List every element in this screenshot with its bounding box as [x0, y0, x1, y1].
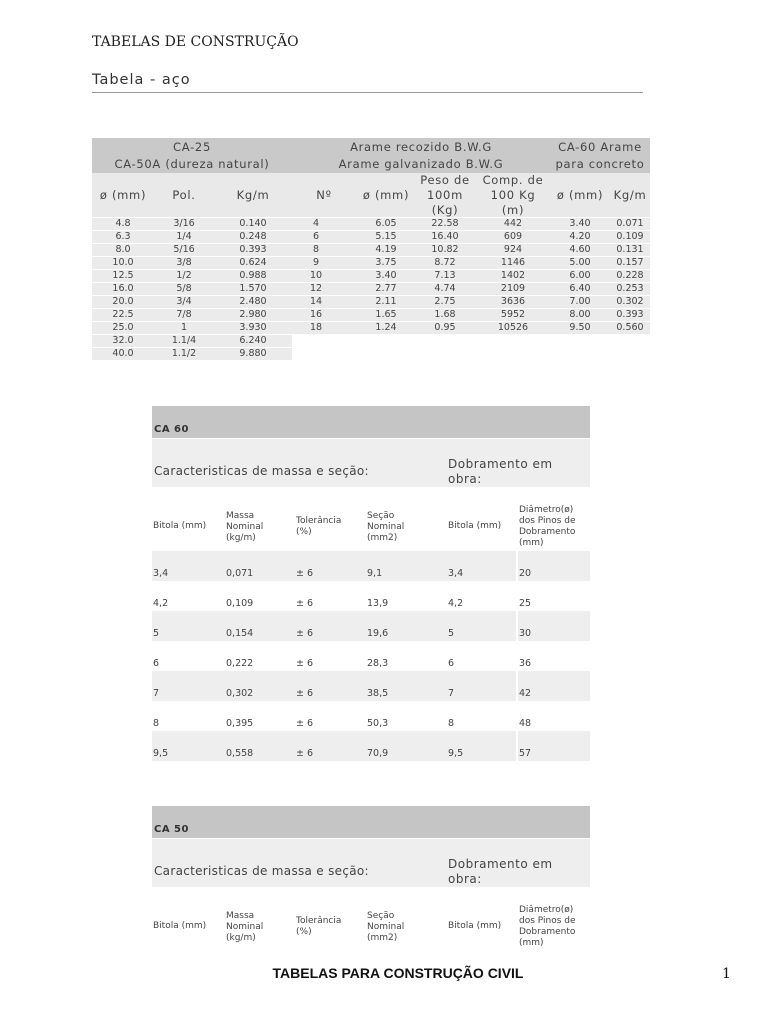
table-cell: 6 — [153, 658, 160, 669]
table-cell: 13,9 — [367, 598, 389, 609]
col-kgm3: Kg/m — [613, 188, 647, 202]
table-cell: ± 6 — [296, 568, 314, 579]
col-pol: Pol. — [172, 188, 196, 202]
steel-table-row — [92, 244, 650, 257]
arame-galvanizado-label: Arame galvanizado B.W.G — [338, 157, 504, 171]
title-divider — [92, 92, 643, 93]
table-cell: 28,3 — [367, 658, 389, 669]
table-cell: 0,154 — [226, 628, 254, 639]
table-cell: 16.40 — [431, 231, 459, 242]
table-cell: 8.0 — [115, 244, 131, 255]
table-cell: 3636 — [500, 296, 526, 307]
table-cell: 9.50 — [569, 322, 591, 333]
table-cell: 12 — [309, 283, 323, 294]
table-cell: 50,3 — [367, 718, 389, 729]
table-cell: ± 6 — [296, 718, 314, 729]
ca50-section-row — [152, 838, 590, 887]
page-footer — [0, 965, 768, 981]
table-cell: 10.0 — [112, 257, 134, 268]
ca60-group-header — [550, 138, 650, 173]
table-cell: 8.72 — [434, 257, 456, 268]
table-cell: 0,395 — [226, 718, 254, 729]
table-cell: 3/16 — [173, 218, 195, 229]
table-cell: 1402 — [500, 270, 526, 281]
table-cell: 22.5 — [112, 309, 134, 320]
steel-table-row — [92, 309, 650, 322]
steel-table-row — [92, 322, 650, 335]
table-cell: 0.131 — [616, 244, 644, 255]
table-cell: 30 — [519, 628, 532, 639]
ca60-col-massa: Massa Nominal (kg/m) — [226, 511, 264, 543]
table-cell: 4.60 — [569, 244, 591, 255]
table-cell: 0,071 — [226, 568, 254, 579]
ca25-label: CA-25 — [173, 140, 211, 154]
table-cell: 7.00 — [569, 296, 591, 307]
table-cell: 2109 — [500, 283, 526, 294]
table-cell: 8 — [153, 718, 160, 729]
table-cell: 1.24 — [375, 322, 397, 333]
table-row — [152, 551, 590, 581]
table-cell: 4.19 — [375, 244, 397, 255]
ca60-col-diametro: Diâmetro(ø) dos Pinos de Dobramento (mm) — [519, 505, 576, 548]
ca50-col-massa: Massa Nominal (kg/m) — [226, 911, 264, 943]
table-cell: 0.95 — [434, 322, 456, 333]
ca50-col-secao: Seção Nominal (mm2) — [367, 911, 405, 943]
table-cell: 9,1 — [367, 568, 383, 579]
table-cell: 5/16 — [173, 244, 195, 255]
ca50-col-bitola2: Bitola (mm) — [448, 921, 502, 931]
ca50-col-diametro: Diâmetro(ø) dos Pinos de Dobramento (mm) — [519, 905, 576, 948]
table-cell: 6.00 — [569, 270, 591, 281]
ca60-col-bitola2: Bitola (mm) — [448, 521, 502, 531]
table-cell: 38,5 — [367, 688, 389, 699]
table-cell: ± 6 — [296, 598, 314, 609]
table-cell: 1 — [180, 322, 188, 333]
table-cell: 1.1/4 — [171, 335, 197, 346]
table-cell: 25 — [519, 598, 532, 609]
table-cell: 0.248 — [239, 231, 267, 242]
col-diam: ø (mm) — [99, 188, 147, 202]
table-cell: 36 — [519, 658, 532, 669]
ca60-rows — [152, 551, 590, 761]
table-cell: 4,2 — [153, 598, 169, 609]
table-cell: 25.0 — [112, 322, 134, 333]
table-cell: 0,558 — [226, 748, 254, 759]
steel-table-row — [92, 257, 650, 270]
table-cell: 10526 — [497, 322, 529, 333]
table-cell: 3/4 — [176, 296, 192, 307]
table-cell: 6.05 — [375, 218, 397, 229]
table-cell: 5.00 — [569, 257, 591, 268]
col-comp: Comp. de 100 Kg (m) — [482, 173, 544, 217]
ca60-col-secao: Seção Nominal (mm2) — [367, 511, 405, 543]
ca50-title: CA 50 — [154, 824, 189, 835]
table-cell: 5 — [153, 628, 160, 639]
ca60-column-headers — [152, 487, 590, 551]
table-cell: 0,109 — [226, 598, 254, 609]
footer-text: TABELAS PARA CONSTRUÇÃO CIVIL — [272, 965, 524, 981]
row-background — [152, 671, 516, 701]
col-diam2: ø (mm) — [362, 188, 410, 202]
table-cell: 14 — [309, 296, 323, 307]
table-cell: 3,4 — [153, 568, 169, 579]
steel-table-row — [92, 231, 650, 244]
table-cell: 2.980 — [239, 309, 267, 320]
table-cell: 0.253 — [616, 283, 644, 294]
table-cell: 2.77 — [375, 283, 397, 294]
page-number: 1 — [722, 966, 731, 982]
table-cell: 0.228 — [616, 270, 644, 281]
col-kgm: Kg/m — [236, 188, 270, 202]
table-cell: 32.0 — [112, 335, 134, 346]
table-cell: 16.0 — [112, 283, 134, 294]
table-cell: 19,6 — [367, 628, 389, 639]
table-cell: 0.393 — [616, 309, 644, 320]
table-cell: 3,4 — [448, 568, 464, 579]
table-row — [152, 701, 590, 731]
table-cell: 1.68 — [434, 309, 456, 320]
table-cell: 6 — [312, 231, 320, 242]
table-cell: 22.58 — [431, 218, 459, 229]
ca50-col-bitola: Bitola (mm) — [153, 921, 207, 931]
steel-table-row — [92, 270, 650, 283]
table-cell: 40.0 — [112, 348, 134, 359]
table-cell: 6.40 — [569, 283, 591, 294]
ca60-section-right: Dobramento em obra: — [448, 457, 553, 486]
table-cell: 4,2 — [448, 598, 464, 609]
table-cell: 16 — [309, 309, 323, 320]
steel-table-rows — [92, 218, 650, 361]
table-cell: 0,302 — [226, 688, 254, 699]
table-cell: 20 — [519, 568, 532, 579]
table-cell: 0,222 — [226, 658, 254, 669]
table-cell: 4.74 — [434, 283, 456, 294]
table-cell: 10 — [309, 270, 323, 281]
table-cell: 0.988 — [239, 270, 267, 281]
table-cell: ± 6 — [296, 658, 314, 669]
ca50-section-right: Dobramento em obra: — [448, 857, 553, 886]
ca60-table — [152, 406, 590, 761]
table-row — [152, 731, 590, 761]
table-cell: 0.157 — [616, 257, 644, 268]
steel-table-row — [92, 218, 650, 231]
table-cell: 10.82 — [431, 244, 459, 255]
table-cell: 1.1/2 — [171, 348, 197, 359]
table-cell: 3.40 — [569, 218, 591, 229]
table-cell: 9 — [312, 257, 320, 268]
table-cell: 609 — [503, 231, 523, 242]
table-cell: 0.071 — [616, 218, 644, 229]
table-cell: 442 — [503, 218, 523, 229]
table-cell: 6.240 — [239, 335, 267, 346]
ca50-section-left: Caracteristicas de massa e seção: — [154, 864, 369, 878]
ca60-col-tolerancia: Tolerância (%) — [296, 516, 342, 537]
table-cell: ± 6 — [296, 748, 314, 759]
table-row — [152, 611, 590, 641]
table-cell: 12.5 — [112, 270, 134, 281]
arame-group-header — [292, 138, 550, 173]
table-cell: 5 — [448, 628, 455, 639]
ca50-table — [152, 806, 590, 951]
ca60-section-left: Caracteristicas de massa e seção: — [154, 464, 369, 478]
table-cell: 3/8 — [176, 257, 192, 268]
table-cell: 4.20 — [569, 231, 591, 242]
table-cell: 5.15 — [375, 231, 397, 242]
table-cell: 5952 — [500, 309, 526, 320]
table-cell: 3.75 — [375, 257, 397, 268]
arame-recozido-label: Arame recozido B.W.G — [350, 140, 492, 154]
ca25-group-header — [92, 138, 292, 173]
table-cell: 1/2 — [176, 270, 192, 281]
table-cell: 924 — [503, 244, 523, 255]
table-cell: 2.480 — [239, 296, 267, 307]
table-cell: 7 — [448, 688, 455, 699]
row-background — [152, 611, 516, 641]
table-cell: 9,5 — [448, 748, 464, 759]
table-cell: 8.00 — [569, 309, 591, 320]
document-heading: TABELAS DE CONSTRUÇÃO — [92, 34, 299, 50]
steel-table-row — [92, 283, 650, 296]
col-diam3: ø (mm) — [556, 188, 604, 202]
table-row — [152, 671, 590, 701]
table-cell: 0.302 — [616, 296, 644, 307]
table-cell: 2.75 — [434, 296, 456, 307]
table-cell: 3.930 — [239, 322, 267, 333]
table-cell: ± 6 — [296, 688, 314, 699]
ca50-column-headers — [152, 887, 590, 951]
table-cell: 8 — [312, 244, 320, 255]
table-cell: 0.109 — [616, 231, 644, 242]
col-num: Nº — [316, 188, 332, 202]
ca60-col-bitola: Bitola (mm) — [153, 521, 207, 531]
table-cell: 1146 — [500, 257, 526, 268]
table-cell: 2.11 — [375, 296, 397, 307]
table-cell: 4 — [312, 218, 320, 229]
table-cell: 57 — [519, 748, 532, 759]
table-cell: 1/4 — [176, 231, 192, 242]
ca60-arame-label: CA-60 Arame — [558, 140, 642, 154]
table-cell: 7.13 — [434, 270, 456, 281]
table-cell: 42 — [519, 688, 532, 699]
table-cell: 3.40 — [375, 270, 397, 281]
table-cell: 1.65 — [375, 309, 397, 320]
table-cell: 8 — [448, 718, 455, 729]
table-cell: 9.880 — [239, 348, 267, 359]
para-concreto-label: para concreto — [555, 157, 645, 171]
ca50a-label: CA-50A (dureza natural) — [114, 157, 270, 171]
table-cell: 9,5 — [153, 748, 169, 759]
column-header-row — [92, 173, 650, 217]
table-cell: 0.560 — [616, 322, 644, 333]
table-row — [152, 641, 590, 671]
steel-table-row — [92, 348, 650, 361]
ca50-title-bar — [152, 806, 590, 838]
steel-table-row — [92, 335, 650, 348]
ca60-title: CA 60 — [154, 424, 189, 435]
table-cell: 1.570 — [239, 283, 267, 294]
page-title: Tabela - aço — [92, 72, 191, 88]
steel-table-row — [92, 296, 650, 309]
table-cell: 6.3 — [115, 231, 131, 242]
table-cell: 18 — [309, 322, 323, 333]
table-cell: 7/8 — [176, 309, 192, 320]
table-cell: 0.393 — [239, 244, 267, 255]
table-cell: 70,9 — [367, 748, 389, 759]
table-cell: 5/8 — [176, 283, 192, 294]
table-cell: 20.0 — [112, 296, 134, 307]
table-cell: 4.8 — [115, 218, 131, 229]
ca50-col-tolerancia: Tolerância (%) — [296, 916, 342, 937]
table-cell: 6 — [448, 658, 455, 669]
table-cell: 7 — [153, 688, 160, 699]
table-row — [152, 581, 590, 611]
ca60-section-row — [152, 438, 590, 487]
ca60-title-bar — [152, 406, 590, 438]
col-peso: Peso de 100m (Kg) — [420, 173, 470, 217]
table-cell: 0.140 — [239, 218, 267, 229]
table-cell: 48 — [519, 718, 532, 729]
table-cell: ± 6 — [296, 628, 314, 639]
table-cell: 0.624 — [239, 257, 267, 268]
